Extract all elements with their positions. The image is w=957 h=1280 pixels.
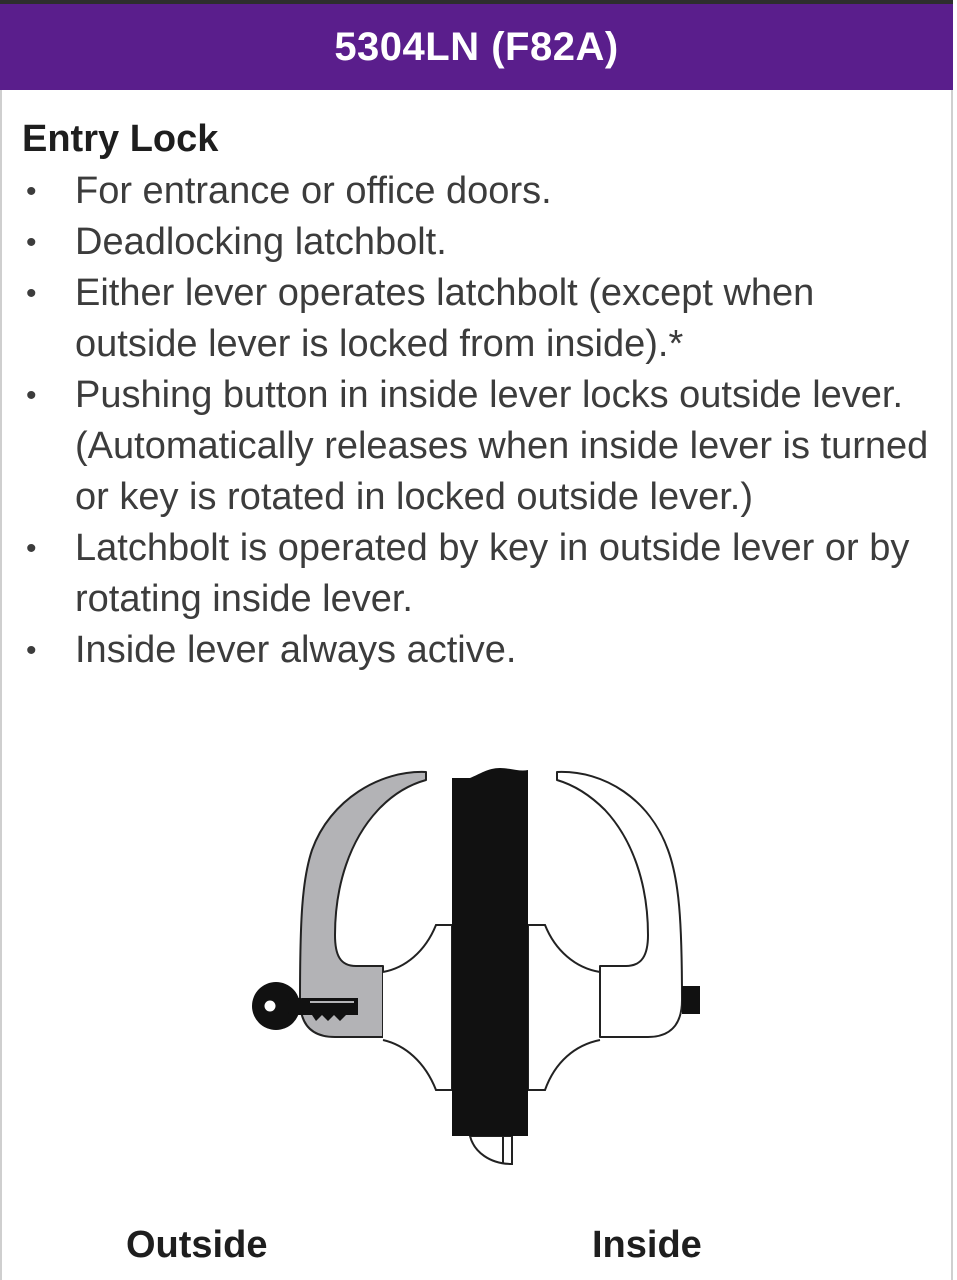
lock-function-diagram xyxy=(240,760,720,1180)
section-title: Entry Lock xyxy=(22,118,219,160)
feature-text: Inside lever always active. xyxy=(75,629,517,671)
outside-label: Outside xyxy=(126,1224,268,1266)
feature-text: Either lever operates latchbolt (except when outside lever is locked from inside).* xyxy=(75,272,815,365)
list-item xyxy=(0,217,953,268)
feature-text: Deadlocking latchbolt. xyxy=(75,221,447,263)
push-button xyxy=(682,986,700,1014)
bullet-icon: • xyxy=(26,634,37,667)
bullet-icon: • xyxy=(26,532,37,565)
feature-text: Latchbolt is operated by key in outside lever or by rotating inside lever. xyxy=(75,527,910,620)
bullet-icon: • xyxy=(26,277,37,310)
bullet-icon: • xyxy=(26,175,37,208)
list-item xyxy=(0,166,953,217)
inside-label: Inside xyxy=(592,1224,702,1266)
feature-text: Pushing button in inside lever locks outside lever. (Automatically releases when inside lever is turned or key is rotated in locked outside lever.) xyxy=(75,374,929,518)
feature-text: For entrance or office doors. xyxy=(75,170,552,212)
inside-rose xyxy=(528,925,600,1090)
title-banner xyxy=(0,0,953,90)
latchbolt xyxy=(470,1136,512,1164)
bullet-icon: • xyxy=(26,379,37,412)
list-item xyxy=(0,625,953,676)
page-title: 5304LN (F82A) xyxy=(334,24,619,69)
list-item xyxy=(0,523,953,625)
bullet-icon: • xyxy=(26,226,37,259)
feature-list xyxy=(0,166,953,676)
outside-rose xyxy=(383,925,452,1090)
door xyxy=(452,768,528,1136)
list-item xyxy=(0,268,953,370)
list-item xyxy=(0,370,953,523)
